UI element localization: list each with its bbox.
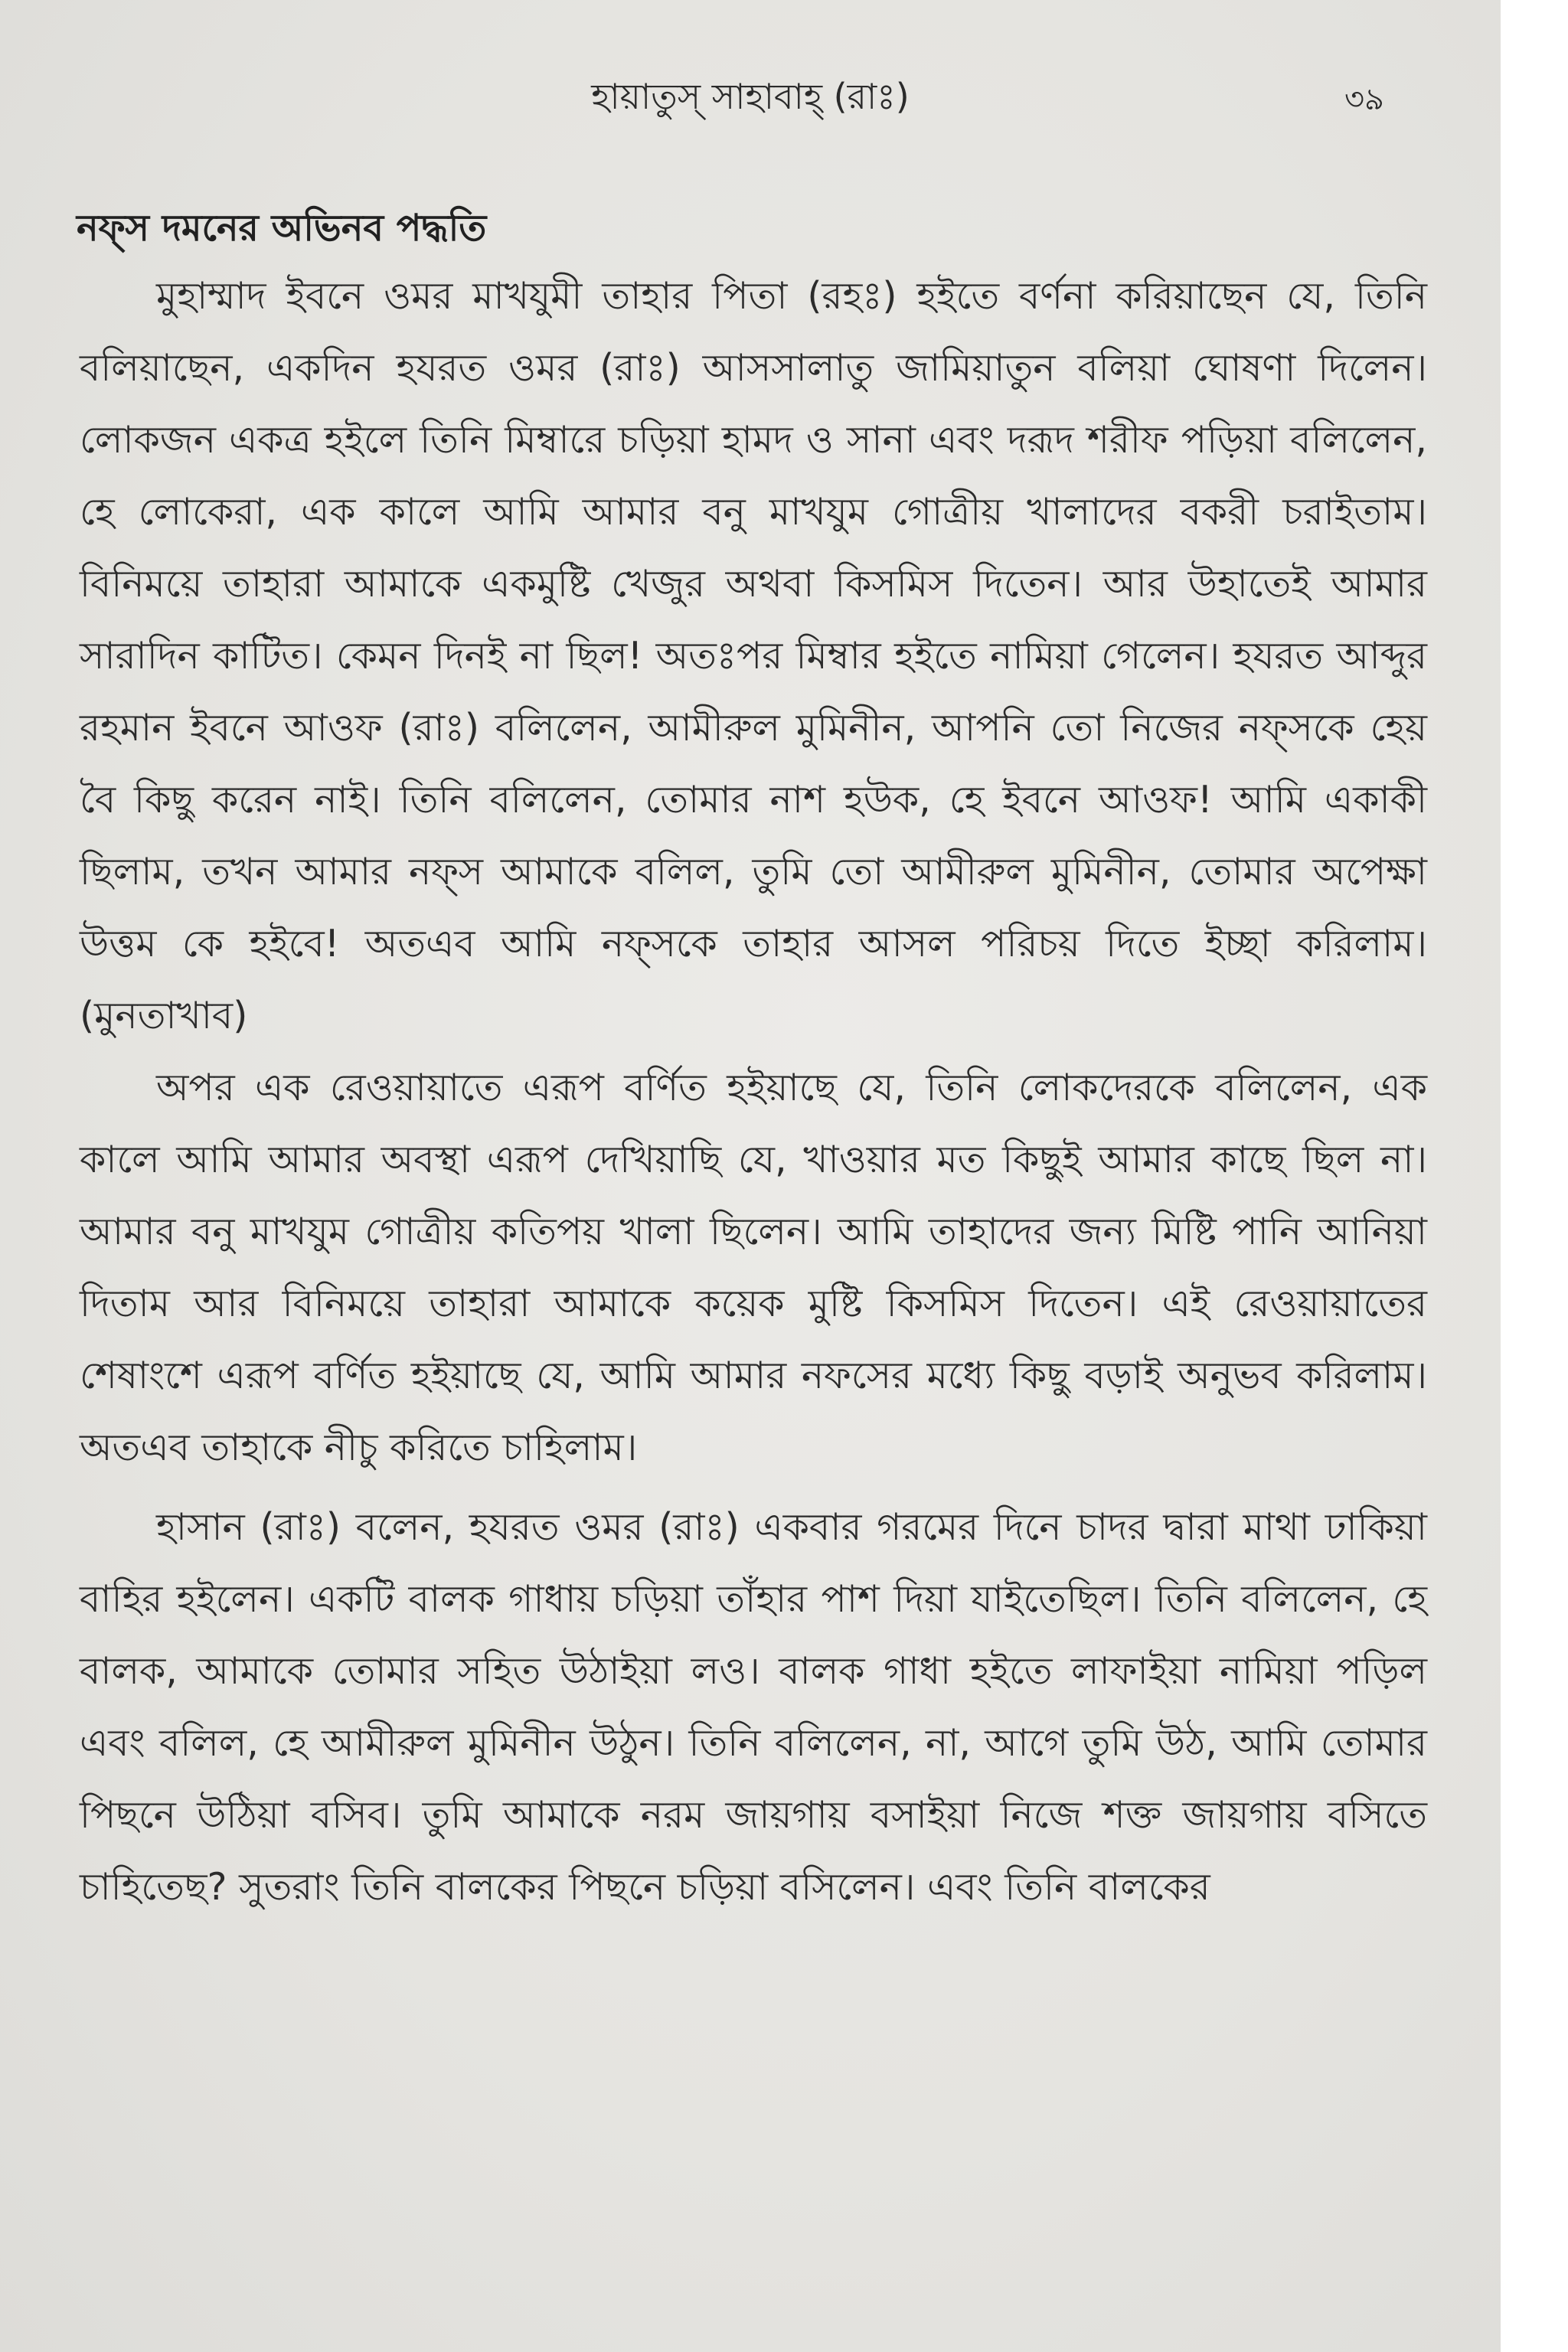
paragraph-2: অপর এক রেওয়ায়াতে এরূপ বর্ণিত হইয়াছে যে, তিনি লোকদেরকে বলিলেন, এক কালে আমি আমার অবস্থা এরূপ দেখিয়াছি যে, খাওয়ার মত কিছুই আমার কাছে ছিল না। আমার বনু মাখযুম গোত্রীয় কতিপয় খালা ছিলেন। আমি তাহাদের জন্য মিষ্টি পানি আনিয়া দিতাম আর বিনিময়ে তাহারা আমাকে কয়েক মুষ্টি কিসমিস দিতেন। এই রেওয়ায়াতের শেষাংশে এরূপ বর্ণিত হইয়াছে যে, আমি আমার নফসের মধ্যে কিছু বড়াই অনুভব করিলাম। অতএব তাহাকে নীচু করিতে চাহিলাম। [80,1066,1427,1469]
page-number: ৩৯ [1344,82,1384,117]
running-header-title: হায়াতুস্‌ সাহাবাহ্‌ (রাঃ) [591,76,910,117]
paragraph-3: হাসান (রাঃ) বলেন, হযরত ওমর (রাঃ) একবার গরমের দিনে চাদর দ্বারা মাথা ঢাকিয়া বাহির হইলেন। একটি বালক গাধায় চড়িয়া তাঁহার পাশ দিয়া যাইতেছিল। তিনি বলিলেন, হে বালক, আমাকে তোমার সহিত উঠাইয়া লও। বালক গাধা হইতে লাফাইয়া নামিয়া পড়িল এবং বলিল, হে আমীরুল মুমিনীন উঠুন। তিনি বলিলেন, না, আগে তুমি উঠ, আমি তোমার পিছনে উঠিয়া বসিব। তুমি আমাকে নরম জায়গায় বসাইয়া নিজে শক্ত জায়গায় বসিতে চাহিতেছ? সুতরাং তিনি বালকের পিছনে চড়িয়া বসিলেন। এবং তিনি বালকের [80,1505,1427,1909]
body-text [80,260,1427,1923]
paragraph-1: মুহাম্মাদ ইবনে ওমর মাখযুমী তাহার পিতা (রহঃ) হইতে বর্ণনা করিয়াছেন যে, তিনি বলিয়াছেন, একদিন হযরত ওমর (রাঃ) আসসালাতু জামিয়াতুন বলিয়া ঘোষণা দিলেন। লোকজন একত্র হইলে তিনি মিম্বারে চড়িয়া হামদ ও সানা এবং দরূদ শরীফ পড়িয়া বলিলেন, হে লোকেরা, এক কালে আমি আমার বনু মাখযুম গোত্রীয় খালাদের বকরী চরাইতাম। বিনিময়ে তাহারা আমাকে একমুষ্টি খেজুর অথবা কিসমিস দিতেন। আর উহাতেই আমার সারাদিন কাটিত। কেমন দিনই না ছিল! অতঃপর মিম্বার হইতে নামিয়া গেলেন। হযরত আব্দুর রহমান ইবনে আওফ (রাঃ) বলিলেন, আমীরুল মুমিনীন, আপনি তো নিজের নফ্‌সকে হেয় বৈ কিছু করেন নাই। তিনি বলিলেন, তোমার নাশ হউক, হে ইবনে আওফ! আমি একাকী ছিলাম, তখন আমার নফ্‌স আমাকে বলিল, তুমি তো আমীরুল মুমিনীন, তোমার অপেক্ষা উত্তম কে হইবে! অতএব আমি নফ্‌সকে তাহার আসল পরিচয় দিতে ইচ্ছা করিলাম। (মুনতাখাব) [80,274,1427,1037]
section-heading: নফ্‌স দমনের অভিনব পদ্ধতি [77,207,487,250]
page-margin [1501,0,1568,2352]
